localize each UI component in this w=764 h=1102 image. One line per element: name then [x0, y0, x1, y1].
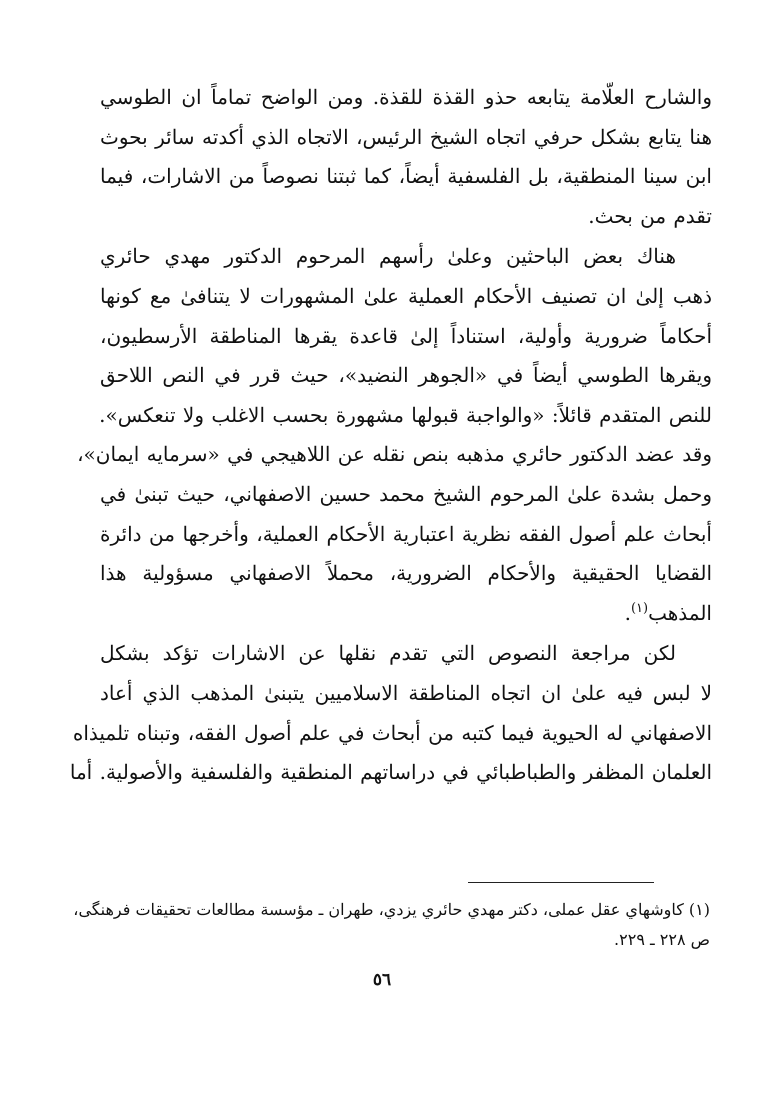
text-line: أبحاث علم أصول الفقه نظرية اعتبارية الأحكام العملية، وأخرجها من دائرة	[100, 521, 712, 546]
text-line: ذهب إلىٰ ان تصنيف الأحكام العملية علىٰ المشهورات لا يتنافىٰ مع كونها	[100, 283, 712, 308]
footnote	[73, 895, 710, 955]
text-line: هنا يتابع بشكل حرفي اتجاه الشيخ الرئيس، الاتجاه الذي أكدته سائر بحوث	[100, 124, 712, 149]
text-line: والشارح العلّامة يتابعه حذو القذة للقذة. ومن الواضح تماماً ان الطوسي	[100, 85, 713, 109]
text-line: أحكاماً ضرورية وأولية، استناداً إلىٰ قاعدة يقرها المناطقة الأرسطيون،	[100, 323, 712, 348]
text-line: القضايا الحقيقية والأحكام الضرورية، محملاً الاصفهاني مسؤولية هذا	[100, 561, 712, 586]
text-line: لكن مراجعة النصوص التي تقدم نقلها عن الاشارات تؤكد بشكل	[100, 641, 676, 666]
text-fragment: المذهب	[648, 600, 712, 625]
text-line: هناك بعض الباحثين وعلىٰ رأسهم المرحوم الدكتور مهدي حائري	[100, 244, 676, 269]
text-line: ابن سينا المنطقية، بل الفلسفية أيضاً، كما ثبتنا نصوصاً من الاشارات، فيما	[100, 164, 712, 189]
text-line: للنص المتقدم قائلاً: «والواجبة قبولها مشهورة بحسب الاغلب ولا تنعكس».	[99, 402, 712, 427]
footnote-separator	[468, 882, 654, 883]
text-line: وقد عضد الدكتور حائري مذهبه بنص نقله عن اللاهيجي في «سرمايه ايمان»،	[77, 442, 712, 467]
text-line	[100, 594, 712, 634]
footnote-line: (١) كاوشهاي عقل عملى، دكتر مهدي حائري يزدي، طهران ـ مؤسسة مطالعات تحقيقات فرهنگى،	[73, 900, 710, 919]
footnote-line: ص ٢٢٨ ـ ٢٢٩.	[614, 930, 710, 949]
text-line: ويقرها الطوسي أيضاً في «الجوهر النضيد»، حيث قرر في النص اللاحق	[100, 363, 713, 388]
text-line: تقدم من بحث.	[588, 203, 712, 228]
paragraph-1	[100, 78, 712, 236]
page-number: ٥٦	[372, 970, 392, 990]
text-line: العلمان المظفر والطباطبائي في دراساتهم المنطقية والفلسفية والأصولية. أما	[69, 760, 712, 785]
paragraph-3	[69, 634, 712, 792]
text-line: وحمل بشدة علىٰ المرحوم الشيخ محمد حسين الاصفهاني، حيث تبنىٰ في	[100, 481, 712, 506]
text-line: لا لبس فيه علىٰ ان اتجاه المناطقة الاسلاميين يتبنىٰ المذهب الذي أعاد	[100, 680, 712, 705]
text-line: الاصفهاني له الحيوية فيما كتبه من أبحاث في علم أصول الفقه، وتبناه تلميذاه	[72, 720, 712, 745]
paragraph-2	[77, 237, 713, 633]
page-body	[69, 78, 713, 793]
footnote-reference[interactable]: (١)	[630, 600, 649, 616]
end-punctuation: .	[624, 600, 631, 625]
